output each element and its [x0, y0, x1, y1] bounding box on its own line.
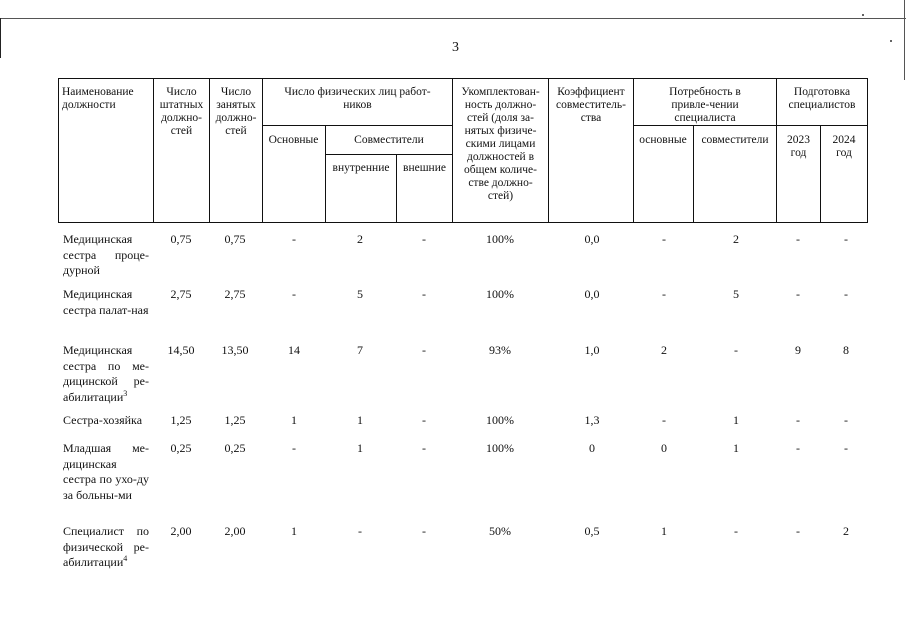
cell-staffing: 100% — [486, 287, 514, 301]
cell-need-main: - — [662, 232, 666, 246]
scan-speck — [862, 14, 864, 16]
header-combiners-group: Совместители — [354, 134, 424, 146]
cell-need-comb: - — [734, 343, 738, 357]
header-staffing: Укомплектован-ность должно-стей (доля за-нятых физиче-скими лицами должностей в общем количе-стве должно-стей) — [461, 86, 540, 202]
cell-occupied: 1,25 — [224, 413, 246, 427]
cell-external: - — [422, 287, 426, 301]
row-name: Медицинская сестра проце-дурной — [63, 232, 149, 277]
header-border-bottom — [58, 222, 868, 223]
header-internal: внутренние — [332, 162, 390, 174]
cell-2024: - — [844, 441, 848, 455]
cell-internal: 7 — [357, 343, 363, 357]
scan-edge-top — [0, 18, 906, 19]
cell-main: - — [292, 287, 296, 301]
cell-need-comb: - — [734, 524, 738, 538]
cell-staffing: 50% — [489, 524, 511, 538]
cell-coef: 1,3 — [584, 413, 600, 427]
cell-need-main: - — [662, 287, 666, 301]
cell-external: - — [422, 343, 426, 357]
cell-need-comb: 5 — [733, 287, 739, 301]
cell-staff: 2,00 — [170, 524, 192, 538]
cell-main: 1 — [291, 524, 297, 538]
header-need-group: Потребность в привле-чении специалиста — [669, 86, 741, 124]
header-name: Наименование должности — [62, 86, 134, 111]
cell-occupied: 0,75 — [224, 232, 246, 246]
cell-main: 14 — [288, 343, 300, 357]
scan-speck — [890, 40, 892, 42]
scan-edge-left — [0, 18, 1, 58]
cell-occupied: 0,25 — [224, 441, 246, 455]
cell-need-main: 0 — [661, 441, 667, 455]
header-sub-line — [262, 125, 452, 126]
cell-need-comb: 1 — [733, 413, 739, 427]
header-main: Основные — [268, 134, 319, 146]
row-name: Сестра-хозяйка — [63, 413, 143, 427]
cell-internal: 5 — [357, 287, 363, 301]
cell-staff: 0,75 — [170, 232, 192, 246]
cell-internal: 1 — [357, 441, 363, 455]
cell-internal: - — [358, 524, 362, 538]
header-year-2023: 2023 год — [787, 134, 810, 159]
cell-coef: 0 — [589, 441, 595, 455]
cell-staff: 1,25 — [170, 413, 192, 427]
footnote-mark: 3 — [123, 388, 128, 398]
cell-2024: - — [844, 413, 848, 427]
header-col-border — [867, 78, 868, 223]
cell-need-main: 2 — [661, 343, 667, 357]
cell-coef: 0,0 — [584, 287, 600, 301]
cell-2024: 8 — [843, 343, 849, 357]
cell-2024: 2 — [843, 524, 849, 538]
cell-external: - — [422, 232, 426, 246]
cell-occupied: 2,75 — [224, 287, 246, 301]
cell-occupied: 13,50 — [221, 343, 249, 357]
footnote-mark: 4 — [123, 554, 128, 563]
cell-main: 1 — [291, 413, 297, 427]
cell-need-comb: 2 — [733, 232, 739, 246]
cell-occupied: 2,00 — [224, 524, 246, 538]
cell-2023: - — [796, 232, 800, 246]
header-persons-group: Число физических лиц работ-ников — [284, 86, 431, 111]
cell-2023: - — [796, 441, 800, 455]
header-need-combiners: совместители — [701, 134, 769, 146]
cell-2023: - — [796, 413, 800, 427]
cell-external: - — [422, 524, 426, 538]
row-name-text: Специалист по физической ре-абилитации — [63, 524, 149, 569]
cell-main: - — [292, 441, 296, 455]
cell-staffing: 93% — [489, 343, 511, 357]
cell-external: - — [422, 441, 426, 455]
cell-staff: 14,50 — [167, 343, 195, 357]
cell-coef: 0,0 — [584, 232, 600, 246]
row-name: Медицинская сестра палат-ная — [63, 287, 149, 317]
header-external: внешние — [403, 162, 446, 174]
row-name-text: Медицинская сестра по ме-дицинской ре-абилитации — [63, 343, 149, 404]
cell-need-comb: 1 — [733, 441, 739, 455]
cell-2023: - — [796, 524, 800, 538]
cell-need-main: - — [662, 413, 666, 427]
cell-staff: 0,25 — [170, 441, 192, 455]
row-name — [63, 524, 149, 571]
cell-external: - — [422, 413, 426, 427]
cell-main: - — [292, 232, 296, 246]
cell-need-main: 1 — [661, 524, 667, 538]
header-year-2024: 2024 год — [832, 134, 856, 159]
header-col-border — [58, 78, 59, 223]
cell-2023: - — [796, 287, 800, 301]
cell-2024: - — [844, 287, 848, 301]
page-number: 3 — [452, 40, 459, 55]
header-training-group: Подготовка специалистов — [788, 86, 856, 111]
cell-2024: - — [844, 232, 848, 246]
cell-staffing: 100% — [486, 441, 514, 455]
header-occupied-count: Число занятых должно-стей — [215, 86, 257, 137]
cell-coef: 1,0 — [584, 343, 600, 357]
header-sub-line — [325, 154, 452, 155]
cell-internal: 1 — [357, 413, 363, 427]
cell-staff: 2,75 — [170, 287, 192, 301]
row-name — [63, 343, 149, 405]
cell-staffing: 100% — [486, 413, 514, 427]
cell-internal: 2 — [357, 232, 363, 246]
header-border-top — [58, 78, 868, 79]
cell-staffing: 100% — [486, 232, 514, 246]
scan-edge-right — [904, 0, 905, 80]
header-need-main: основные — [639, 134, 687, 146]
header-staff-count: Число штатных должно-стей — [159, 86, 204, 137]
cell-coef: 0,5 — [584, 524, 600, 538]
row-name: Младшая ме-дицинская сестра по ухо-ду за больны-ми — [63, 441, 149, 502]
cell-2023: 9 — [795, 343, 801, 357]
header-coefficient: Коэффициент совместитель-ства — [556, 86, 626, 124]
